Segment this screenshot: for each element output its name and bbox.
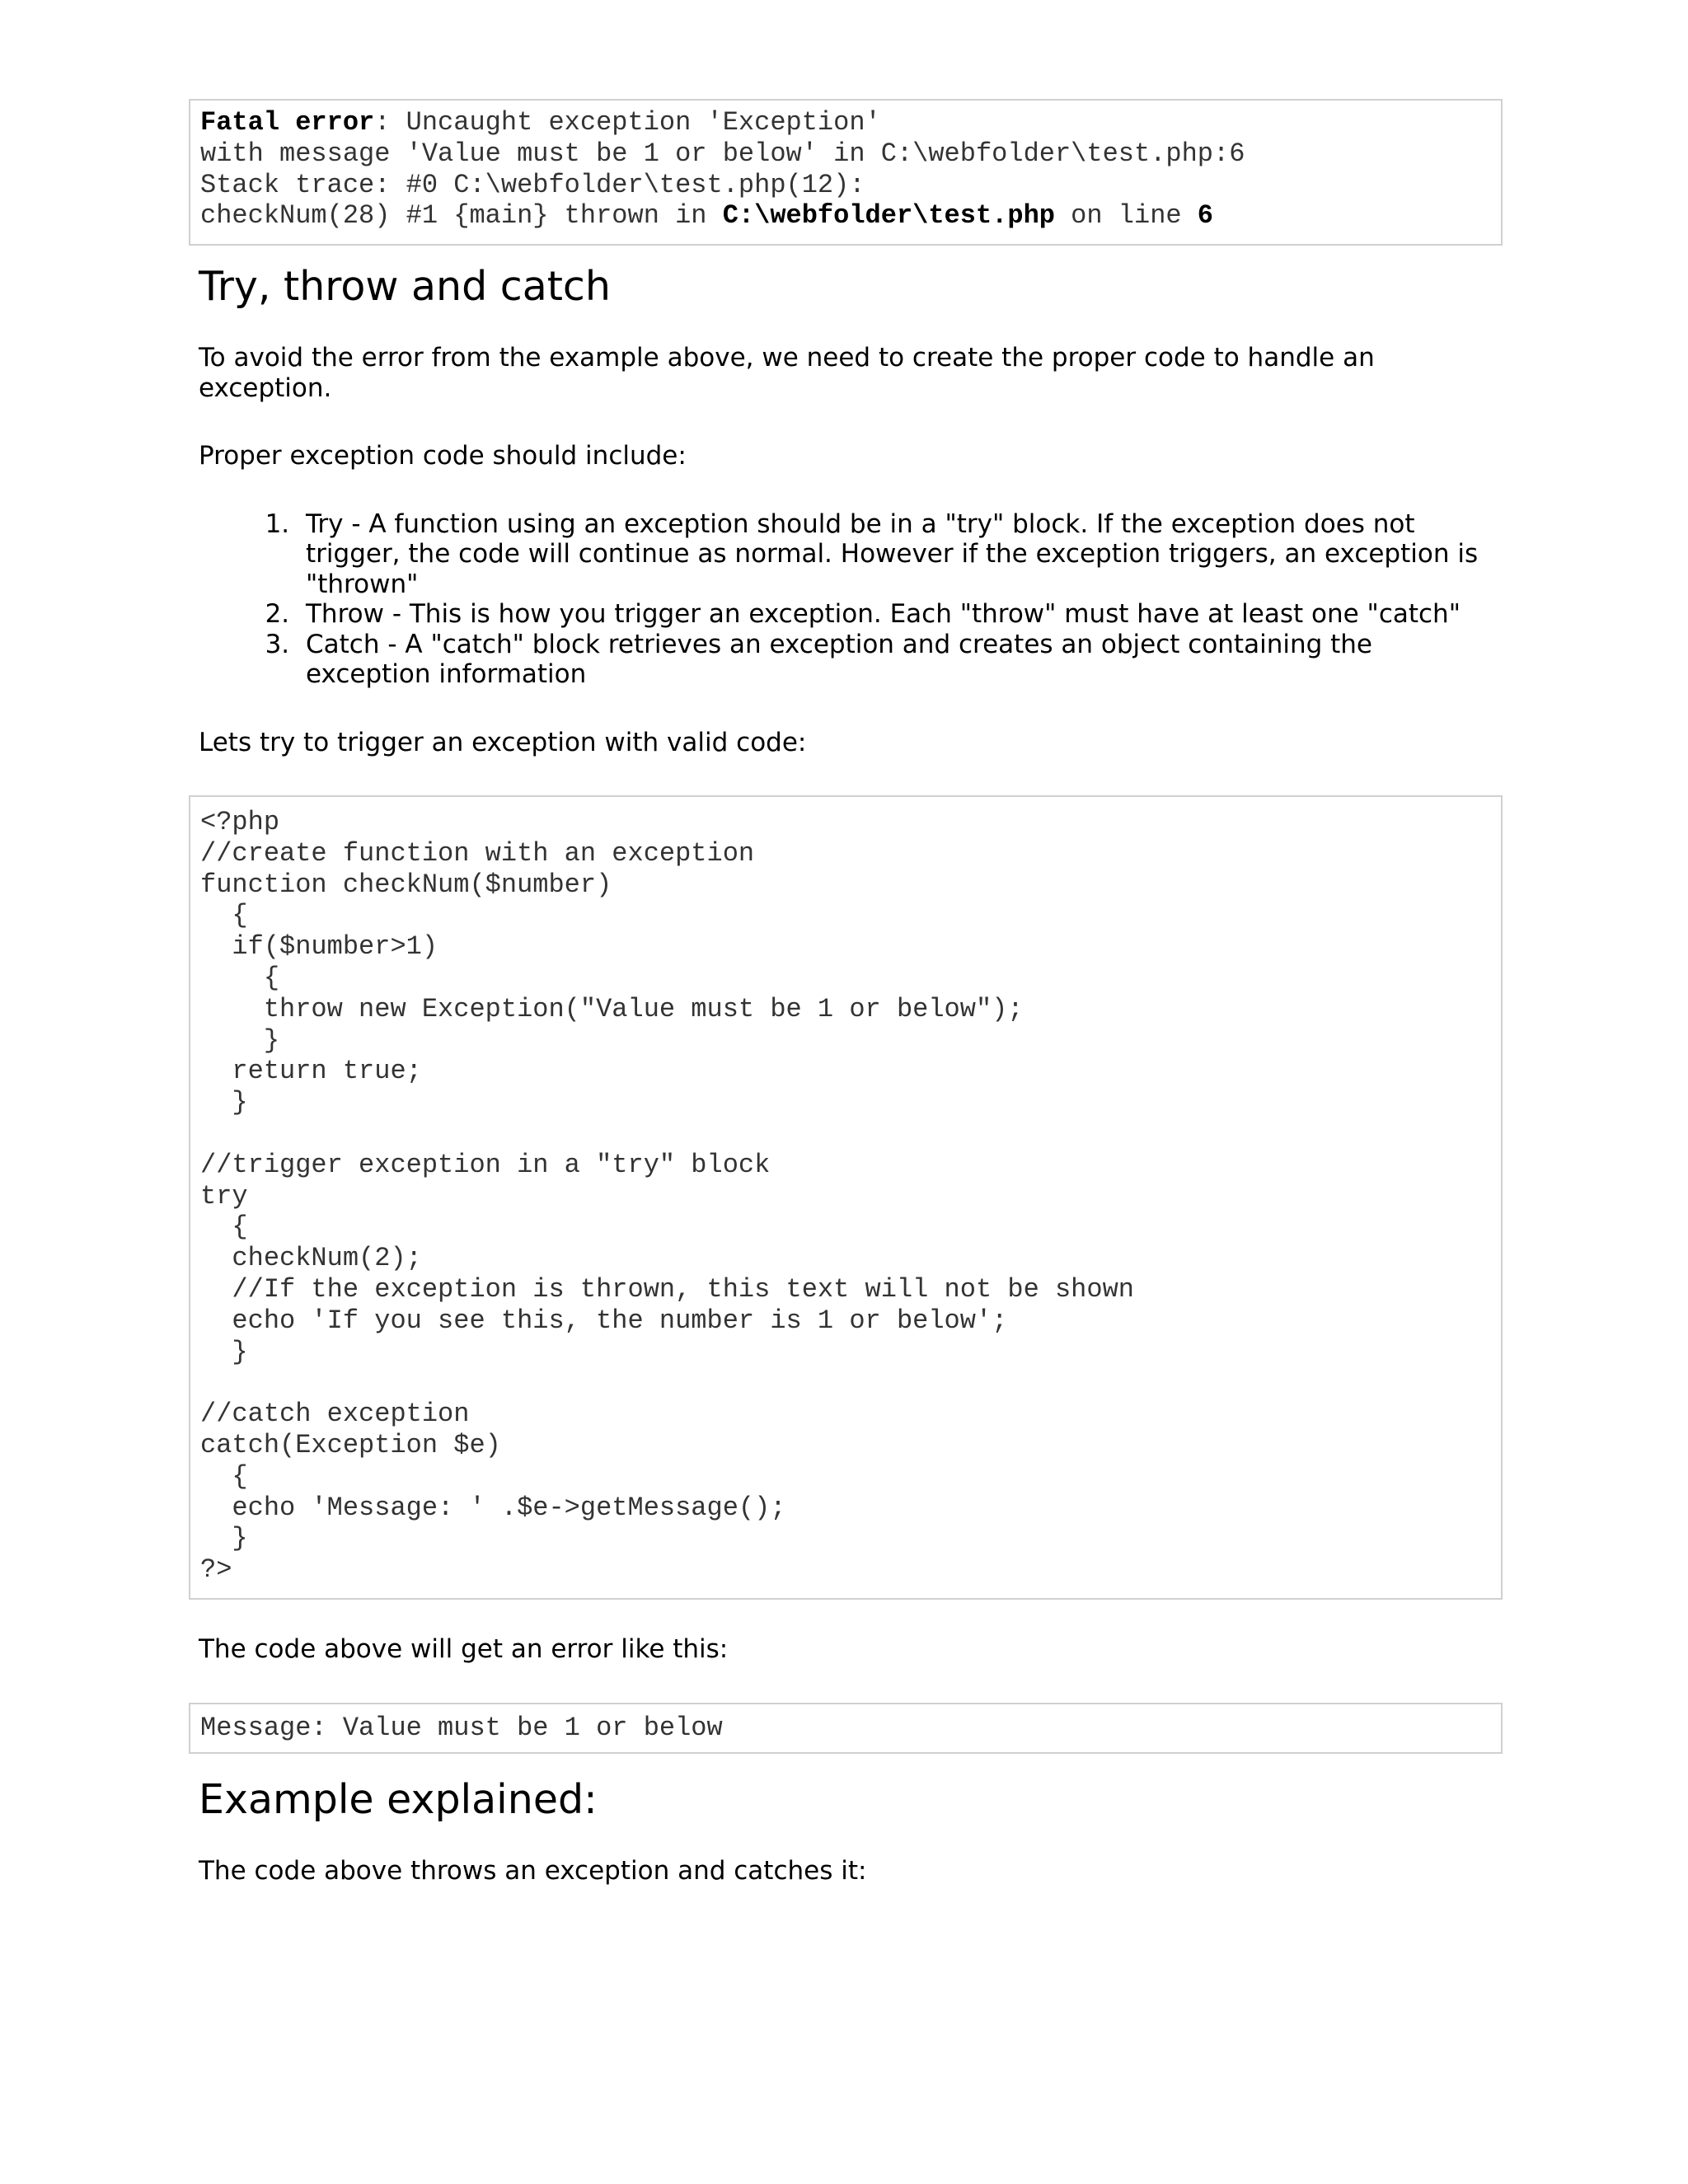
exception-steps-list bbox=[189, 509, 1484, 690]
output-box bbox=[189, 1703, 1503, 1754]
list-item: 1. Try - A function using an exception should be in a "try" block. If the exception does not trigger, the code will continue as normal. However if the exception triggers, an exception is "thrown" bbox=[298, 509, 1484, 600]
code-line: } bbox=[200, 1087, 248, 1118]
code-line: //create function with an exception bbox=[200, 837, 755, 869]
code-line: throw new Exception("Value must be 1 or below"); bbox=[200, 993, 1024, 1024]
lets-try-paragraph: Lets try to trigger an exception with valid code: bbox=[199, 727, 807, 757]
fatal-error-line2: with message 'Value must be 1 or below' in C:\webfolder\test.php:6 bbox=[200, 138, 1245, 169]
output-text: Message: Value must be 1 or below bbox=[200, 1712, 723, 1743]
code-line: ?> bbox=[200, 1554, 232, 1586]
code-line: } bbox=[200, 1336, 248, 1367]
code-line: return true; bbox=[200, 1056, 422, 1087]
code-line: try bbox=[200, 1180, 248, 1212]
code-line: { bbox=[200, 1460, 248, 1492]
code-line: if($number>1) bbox=[200, 931, 438, 963]
code-line: //If the exception is thrown, this text will not be shown bbox=[200, 1273, 1134, 1305]
php-code-example bbox=[189, 795, 1503, 1600]
code-line: } bbox=[200, 1523, 248, 1554]
code-line: checkNum(2); bbox=[200, 1243, 422, 1274]
list-item: 2. Throw - This is how you trigger an exception. Each "throw" must have at least one "catch" bbox=[298, 599, 1484, 630]
fatal-error-box bbox=[189, 99, 1503, 246]
result-intro-paragraph: The code above will get an error like this: bbox=[199, 1634, 729, 1664]
section-heading-example-explained: Example explained: bbox=[199, 1775, 598, 1823]
example-explained-paragraph: The code above throws an exception and catches it: bbox=[199, 1855, 867, 1886]
code-line: function checkNum($number) bbox=[200, 869, 612, 900]
code-line: <?php bbox=[200, 807, 280, 837]
code-line: echo 'If you see this, the number is 1 or below'; bbox=[200, 1305, 1008, 1336]
proper-code-paragraph: Proper exception code should include: bbox=[199, 441, 687, 471]
code-line: } bbox=[200, 1024, 280, 1056]
intro-paragraph: To avoid the error from the example above, we need to create the proper code to handle an exception. bbox=[199, 343, 1375, 403]
code-line: catch(Exception $e) bbox=[200, 1429, 501, 1460]
list-item: 3. Catch - A "catch" block retrieves an exception and creates an object containing the exception information bbox=[298, 630, 1484, 690]
code-line: //trigger exception in a "try" block bbox=[200, 1149, 771, 1180]
fatal-error-on-line: on line bbox=[1054, 200, 1198, 232]
section-heading-try-throw-catch: Try, throw and catch bbox=[199, 263, 611, 310]
fatal-error-file: C:\webfolder\test.php bbox=[722, 200, 1055, 232]
code-line: echo 'Message: ' .$e->getMessage(); bbox=[200, 1492, 786, 1523]
fatal-error-line3: Stack trace: #0 C:\webfolder\test.php(12): bbox=[200, 169, 865, 200]
fatal-error-line-number: 6 bbox=[1197, 200, 1213, 232]
fatal-error-line4: checkNum(28) #1 {main} thrown in bbox=[200, 200, 723, 232]
document-page bbox=[189, 99, 1503, 1886]
code-line: //catch exception bbox=[200, 1399, 470, 1430]
code-line: { bbox=[200, 962, 280, 993]
fatal-error-line1: : Uncaught exception 'Exception' bbox=[374, 107, 881, 138]
code-line: { bbox=[200, 900, 248, 931]
code-line: { bbox=[200, 1212, 248, 1243]
fatal-error-label: Fatal error bbox=[200, 107, 375, 138]
